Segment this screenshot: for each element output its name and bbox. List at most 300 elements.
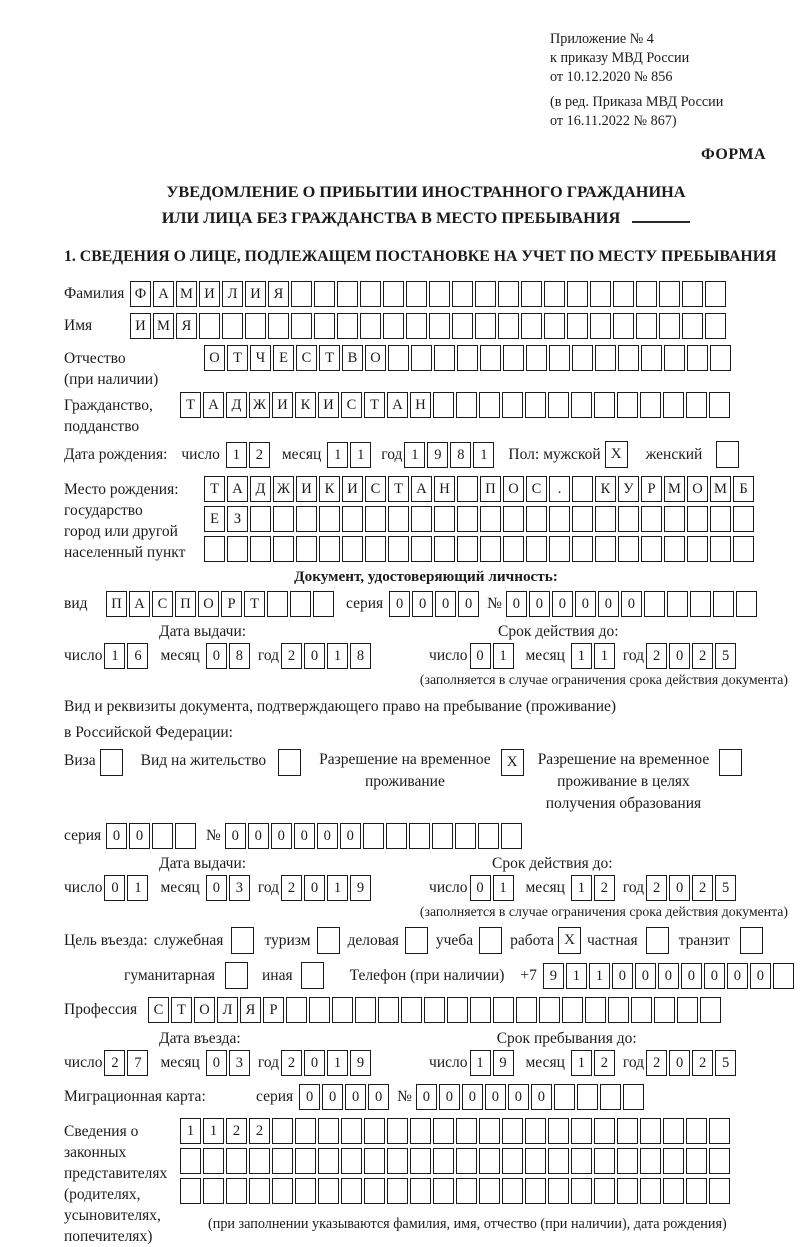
- char-cell[interactable]: [617, 1118, 638, 1144]
- char-cell[interactable]: У: [618, 476, 639, 502]
- char-cell[interactable]: [365, 506, 386, 532]
- char-cell[interactable]: [709, 392, 730, 418]
- char-cell[interactable]: В: [342, 345, 363, 371]
- char-cell[interactable]: [595, 345, 616, 371]
- char-cell[interactable]: [479, 392, 500, 418]
- purpose-humanitarian-checkbox[interactable]: [225, 962, 250, 989]
- char-cell[interactable]: И: [199, 281, 220, 307]
- char-cell[interactable]: 0: [704, 963, 725, 989]
- char-cell[interactable]: [360, 313, 381, 339]
- char-cell[interactable]: [388, 536, 409, 562]
- char-cell[interactable]: [457, 476, 478, 502]
- purpose-business-checkbox[interactable]: [405, 927, 430, 954]
- char-cell[interactable]: 1: [180, 1118, 201, 1144]
- char-cell[interactable]: [268, 313, 289, 339]
- char-cell[interactable]: 2: [594, 875, 615, 901]
- char-cell[interactable]: [363, 823, 384, 849]
- char-cell[interactable]: [709, 1178, 730, 1204]
- char-cell[interactable]: [493, 997, 514, 1023]
- char-cell[interactable]: Ф: [130, 281, 151, 307]
- char-cell[interactable]: [567, 281, 588, 307]
- char-cell[interactable]: [705, 313, 726, 339]
- birth-day-boxes[interactable]: [226, 442, 272, 468]
- char-cell[interactable]: [479, 1118, 500, 1144]
- representatives-row3-boxes[interactable]: [180, 1178, 732, 1204]
- char-cell[interactable]: Л: [217, 997, 238, 1023]
- char-cell[interactable]: 2: [646, 875, 667, 901]
- char-cell[interactable]: 0: [340, 823, 361, 849]
- char-cell[interactable]: [249, 1148, 270, 1174]
- char-cell[interactable]: [480, 536, 501, 562]
- char-cell[interactable]: 0: [271, 823, 292, 849]
- residence-issue-month-boxes[interactable]: [206, 875, 252, 901]
- char-cell[interactable]: [659, 281, 680, 307]
- char-cell[interactable]: [410, 1118, 431, 1144]
- char-cell[interactable]: [318, 1178, 339, 1204]
- char-cell[interactable]: [433, 1118, 454, 1144]
- char-cell[interactable]: [716, 441, 739, 468]
- char-cell[interactable]: 0: [658, 963, 679, 989]
- char-cell[interactable]: И: [296, 476, 317, 502]
- char-cell[interactable]: [618, 345, 639, 371]
- char-cell[interactable]: К: [295, 392, 316, 418]
- char-cell[interactable]: 0: [750, 963, 771, 989]
- purpose-private-checkbox[interactable]: [646, 927, 671, 954]
- char-cell[interactable]: [636, 313, 657, 339]
- char-cell[interactable]: А: [203, 392, 224, 418]
- char-cell[interactable]: 2: [249, 1118, 270, 1144]
- char-cell[interactable]: [337, 281, 358, 307]
- char-cell[interactable]: 0: [575, 591, 596, 617]
- char-cell[interactable]: [498, 281, 519, 307]
- char-cell[interactable]: 0: [294, 823, 315, 849]
- char-cell[interactable]: [480, 506, 501, 532]
- char-cell[interactable]: [456, 1178, 477, 1204]
- char-cell[interactable]: X: [558, 927, 581, 954]
- char-cell[interactable]: К: [595, 476, 616, 502]
- char-cell[interactable]: П: [175, 591, 196, 617]
- char-cell[interactable]: [595, 536, 616, 562]
- char-cell[interactable]: [250, 536, 271, 562]
- char-cell[interactable]: [572, 536, 593, 562]
- migration-card-series-boxes[interactable]: [299, 1084, 391, 1110]
- char-cell[interactable]: [498, 313, 519, 339]
- char-cell[interactable]: [360, 281, 381, 307]
- identity-doc-series-boxes[interactable]: [389, 591, 481, 617]
- char-cell[interactable]: [226, 1148, 247, 1174]
- char-cell[interactable]: 1: [350, 442, 371, 468]
- char-cell[interactable]: Ж: [249, 392, 270, 418]
- char-cell[interactable]: [571, 1148, 592, 1174]
- char-cell[interactable]: [457, 506, 478, 532]
- char-cell[interactable]: 0: [304, 875, 325, 901]
- char-cell[interactable]: 1: [226, 442, 247, 468]
- phone-boxes[interactable]: [543, 963, 796, 989]
- char-cell[interactable]: [640, 392, 661, 418]
- char-cell[interactable]: 0: [368, 1084, 389, 1110]
- visa-checkbox[interactable]: [100, 749, 125, 776]
- char-cell[interactable]: [314, 313, 335, 339]
- char-cell[interactable]: [525, 1178, 546, 1204]
- char-cell[interactable]: [686, 1118, 707, 1144]
- char-cell[interactable]: [736, 591, 757, 617]
- char-cell[interactable]: А: [227, 476, 248, 502]
- char-cell[interactable]: Т: [364, 392, 385, 418]
- char-cell[interactable]: [429, 313, 450, 339]
- char-cell[interactable]: [250, 506, 271, 532]
- char-cell[interactable]: 0: [529, 591, 550, 617]
- char-cell[interactable]: [204, 536, 225, 562]
- representatives-row1-boxes[interactable]: [180, 1118, 732, 1144]
- char-cell[interactable]: А: [387, 392, 408, 418]
- char-cell[interactable]: Н: [434, 476, 455, 502]
- char-cell[interactable]: [549, 345, 570, 371]
- char-cell[interactable]: 1: [571, 875, 592, 901]
- char-cell[interactable]: 8: [350, 643, 371, 669]
- entry-year-boxes[interactable]: [281, 1050, 373, 1076]
- char-cell[interactable]: [663, 1178, 684, 1204]
- char-cell[interactable]: [410, 1148, 431, 1174]
- char-cell[interactable]: К: [319, 476, 340, 502]
- char-cell[interactable]: [682, 281, 703, 307]
- char-cell[interactable]: [544, 281, 565, 307]
- char-cell[interactable]: [341, 1178, 362, 1204]
- char-cell[interactable]: И: [245, 281, 266, 307]
- residence-valid-month-boxes[interactable]: [571, 875, 617, 901]
- char-cell[interactable]: [548, 1118, 569, 1144]
- char-cell[interactable]: [267, 591, 288, 617]
- char-cell[interactable]: [525, 392, 546, 418]
- char-cell[interactable]: [296, 536, 317, 562]
- char-cell[interactable]: 1: [493, 643, 514, 669]
- char-cell[interactable]: [405, 927, 428, 954]
- char-cell[interactable]: [571, 392, 592, 418]
- char-cell[interactable]: 9: [350, 1050, 371, 1076]
- representatives-row2-boxes[interactable]: [180, 1148, 732, 1174]
- char-cell[interactable]: [388, 345, 409, 371]
- char-cell[interactable]: [295, 1118, 316, 1144]
- char-cell[interactable]: 2: [249, 442, 270, 468]
- char-cell[interactable]: Т: [319, 345, 340, 371]
- char-cell[interactable]: 2: [692, 643, 713, 669]
- char-cell[interactable]: [594, 1178, 615, 1204]
- char-cell[interactable]: 2: [646, 643, 667, 669]
- char-cell[interactable]: [406, 313, 427, 339]
- char-cell[interactable]: 0: [389, 591, 410, 617]
- char-cell[interactable]: [470, 997, 491, 1023]
- entry-day-boxes[interactable]: [104, 1050, 150, 1076]
- char-cell[interactable]: [457, 345, 478, 371]
- char-cell[interactable]: Т: [180, 392, 201, 418]
- char-cell[interactable]: З: [227, 506, 248, 532]
- char-cell[interactable]: [318, 1118, 339, 1144]
- char-cell[interactable]: 2: [646, 1050, 667, 1076]
- char-cell[interactable]: [641, 506, 662, 532]
- char-cell[interactable]: [318, 1148, 339, 1174]
- char-cell[interactable]: 2: [281, 643, 302, 669]
- residence-issue-day-boxes[interactable]: [104, 875, 150, 901]
- purpose-tourism-checkbox[interactable]: [317, 927, 342, 954]
- char-cell[interactable]: 1: [327, 643, 348, 669]
- char-cell[interactable]: [203, 1178, 224, 1204]
- char-cell[interactable]: Т: [388, 476, 409, 502]
- char-cell[interactable]: 2: [594, 1050, 615, 1076]
- char-cell[interactable]: А: [411, 476, 432, 502]
- char-cell[interactable]: 8: [450, 442, 471, 468]
- char-cell[interactable]: [411, 536, 432, 562]
- char-cell[interactable]: 0: [462, 1084, 483, 1110]
- purpose-study-checkbox[interactable]: [479, 927, 504, 954]
- char-cell[interactable]: [409, 823, 430, 849]
- char-cell[interactable]: С: [152, 591, 173, 617]
- identity-issue-year-boxes[interactable]: [281, 643, 373, 669]
- sex-male-checkbox[interactable]: [605, 441, 630, 468]
- char-cell[interactable]: 3: [229, 1050, 250, 1076]
- char-cell[interactable]: 2: [692, 875, 713, 901]
- char-cell[interactable]: [644, 591, 665, 617]
- char-cell[interactable]: [457, 536, 478, 562]
- char-cell[interactable]: [590, 313, 611, 339]
- char-cell[interactable]: Н: [410, 392, 431, 418]
- char-cell[interactable]: 0: [621, 591, 642, 617]
- char-cell[interactable]: Я: [268, 281, 289, 307]
- char-cell[interactable]: [433, 392, 454, 418]
- char-cell[interactable]: [562, 997, 583, 1023]
- purpose-other-checkbox[interactable]: [301, 962, 326, 989]
- char-cell[interactable]: [424, 997, 445, 1023]
- char-cell[interactable]: 1: [594, 643, 615, 669]
- char-cell[interactable]: [342, 536, 363, 562]
- char-cell[interactable]: Р: [221, 591, 242, 617]
- char-cell[interactable]: 0: [299, 1084, 320, 1110]
- char-cell[interactable]: С: [526, 476, 547, 502]
- birth-month-boxes[interactable]: [327, 442, 373, 468]
- char-cell[interactable]: 5: [715, 1050, 736, 1076]
- char-cell[interactable]: [577, 1084, 598, 1110]
- char-cell[interactable]: [452, 281, 473, 307]
- char-cell[interactable]: 1: [127, 875, 148, 901]
- char-cell[interactable]: [663, 392, 684, 418]
- identity-valid-month-boxes[interactable]: [571, 643, 617, 669]
- char-cell[interactable]: Р: [641, 476, 662, 502]
- char-cell[interactable]: [548, 1178, 569, 1204]
- char-cell[interactable]: [341, 1118, 362, 1144]
- char-cell[interactable]: [502, 392, 523, 418]
- char-cell[interactable]: [525, 1148, 546, 1174]
- char-cell[interactable]: [617, 1148, 638, 1174]
- char-cell[interactable]: 1: [327, 1050, 348, 1076]
- char-cell[interactable]: [410, 1178, 431, 1204]
- residence-doc-series-boxes[interactable]: [106, 823, 198, 849]
- char-cell[interactable]: 1: [203, 1118, 224, 1144]
- char-cell[interactable]: [572, 345, 593, 371]
- char-cell[interactable]: 8: [229, 643, 250, 669]
- birth-year-boxes[interactable]: [404, 442, 496, 468]
- stay-day-boxes[interactable]: [470, 1050, 516, 1076]
- char-cell[interactable]: [434, 506, 455, 532]
- char-cell[interactable]: [503, 345, 524, 371]
- char-cell[interactable]: 0: [206, 643, 227, 669]
- char-cell[interactable]: 1: [470, 1050, 491, 1076]
- char-cell[interactable]: [664, 506, 685, 532]
- char-cell[interactable]: 2: [281, 1050, 302, 1076]
- char-cell[interactable]: О: [194, 997, 215, 1023]
- char-cell[interactable]: [245, 313, 266, 339]
- char-cell[interactable]: [521, 281, 542, 307]
- char-cell[interactable]: [617, 1178, 638, 1204]
- char-cell[interactable]: [100, 749, 123, 776]
- char-cell[interactable]: О: [198, 591, 219, 617]
- char-cell[interactable]: С: [296, 345, 317, 371]
- char-cell[interactable]: [608, 997, 629, 1023]
- char-cell[interactable]: [687, 536, 708, 562]
- char-cell[interactable]: [733, 506, 754, 532]
- char-cell[interactable]: [549, 536, 570, 562]
- char-cell[interactable]: [713, 591, 734, 617]
- char-cell[interactable]: М: [710, 476, 731, 502]
- identity-issue-month-boxes[interactable]: [206, 643, 252, 669]
- char-cell[interactable]: [314, 281, 335, 307]
- char-cell[interactable]: [623, 1084, 644, 1110]
- char-cell[interactable]: П: [106, 591, 127, 617]
- char-cell[interactable]: [705, 281, 726, 307]
- char-cell[interactable]: [203, 1148, 224, 1174]
- char-cell[interactable]: [387, 1148, 408, 1174]
- char-cell[interactable]: [447, 997, 468, 1023]
- char-cell[interactable]: 1: [493, 875, 514, 901]
- char-cell[interactable]: [709, 1118, 730, 1144]
- char-cell[interactable]: [434, 536, 455, 562]
- char-cell[interactable]: [433, 1148, 454, 1174]
- char-cell[interactable]: Е: [204, 506, 225, 532]
- char-cell[interactable]: 1: [473, 442, 494, 468]
- char-cell[interactable]: 0: [485, 1084, 506, 1110]
- char-cell[interactable]: [364, 1148, 385, 1174]
- char-cell[interactable]: 6: [127, 643, 148, 669]
- char-cell[interactable]: 1: [404, 442, 425, 468]
- char-cell[interactable]: [664, 536, 685, 562]
- char-cell[interactable]: [539, 997, 560, 1023]
- char-cell[interactable]: [640, 1118, 661, 1144]
- char-cell[interactable]: [600, 1084, 621, 1110]
- stay-year-boxes[interactable]: [646, 1050, 738, 1076]
- char-cell[interactable]: [341, 1148, 362, 1174]
- char-cell[interactable]: [525, 1118, 546, 1144]
- char-cell[interactable]: [278, 749, 301, 776]
- char-cell[interactable]: [585, 997, 606, 1023]
- char-cell[interactable]: [567, 313, 588, 339]
- char-cell[interactable]: [319, 506, 340, 532]
- char-cell[interactable]: [572, 506, 593, 532]
- char-cell[interactable]: Т: [244, 591, 265, 617]
- char-cell[interactable]: Т: [204, 476, 225, 502]
- char-cell[interactable]: [296, 506, 317, 532]
- char-cell[interactable]: [590, 281, 611, 307]
- char-cell[interactable]: [411, 345, 432, 371]
- char-cell[interactable]: .: [549, 476, 570, 502]
- profession-boxes[interactable]: [148, 997, 723, 1023]
- residence-doc-number-boxes[interactable]: [225, 823, 524, 849]
- char-cell[interactable]: [479, 1148, 500, 1174]
- char-cell[interactable]: 9: [350, 875, 371, 901]
- purpose-official-checkbox[interactable]: [231, 927, 256, 954]
- char-cell[interactable]: 2: [226, 1118, 247, 1144]
- char-cell[interactable]: [502, 1178, 523, 1204]
- char-cell[interactable]: [526, 345, 547, 371]
- char-cell[interactable]: И: [342, 476, 363, 502]
- char-cell[interactable]: О: [503, 476, 524, 502]
- char-cell[interactable]: [231, 927, 254, 954]
- migration-card-number-boxes[interactable]: [416, 1084, 646, 1110]
- char-cell[interactable]: 1: [327, 442, 348, 468]
- char-cell[interactable]: 0: [669, 1050, 690, 1076]
- patronymic-boxes[interactable]: [204, 345, 733, 371]
- char-cell[interactable]: [272, 1178, 293, 1204]
- char-cell[interactable]: [663, 1148, 684, 1174]
- char-cell[interactable]: [640, 1178, 661, 1204]
- char-cell[interactable]: 3: [229, 875, 250, 901]
- char-cell[interactable]: [686, 1178, 707, 1204]
- char-cell[interactable]: [388, 506, 409, 532]
- char-cell[interactable]: [631, 997, 652, 1023]
- char-cell[interactable]: 2: [692, 1050, 713, 1076]
- char-cell[interactable]: [180, 1148, 201, 1174]
- char-cell[interactable]: 0: [598, 591, 619, 617]
- char-cell[interactable]: [301, 962, 324, 989]
- char-cell[interactable]: [319, 536, 340, 562]
- char-cell[interactable]: [180, 1178, 201, 1204]
- char-cell[interactable]: [618, 506, 639, 532]
- char-cell[interactable]: Л: [222, 281, 243, 307]
- char-cell[interactable]: 0: [669, 875, 690, 901]
- purpose-transit-checkbox[interactable]: [740, 927, 765, 954]
- char-cell[interactable]: 1: [589, 963, 610, 989]
- char-cell[interactable]: 0: [206, 875, 227, 901]
- char-cell[interactable]: [355, 997, 376, 1023]
- char-cell[interactable]: [273, 506, 294, 532]
- char-cell[interactable]: 1: [571, 1050, 592, 1076]
- identity-valid-year-boxes[interactable]: [646, 643, 738, 669]
- identity-doc-number-boxes[interactable]: [506, 591, 759, 617]
- char-cell[interactable]: [640, 1148, 661, 1174]
- char-cell[interactable]: А: [129, 591, 150, 617]
- char-cell[interactable]: [226, 1178, 247, 1204]
- char-cell[interactable]: 0: [635, 963, 656, 989]
- char-cell[interactable]: [387, 1178, 408, 1204]
- char-cell[interactable]: [364, 1178, 385, 1204]
- char-cell[interactable]: 0: [322, 1084, 343, 1110]
- char-cell[interactable]: [433, 1178, 454, 1204]
- char-cell[interactable]: 0: [681, 963, 702, 989]
- char-cell[interactable]: [554, 1084, 575, 1110]
- char-cell[interactable]: [479, 1178, 500, 1204]
- char-cell[interactable]: [273, 536, 294, 562]
- char-cell[interactable]: [659, 313, 680, 339]
- char-cell[interactable]: [571, 1178, 592, 1204]
- char-cell[interactable]: И: [318, 392, 339, 418]
- char-cell[interactable]: [710, 536, 731, 562]
- stay-month-boxes[interactable]: [571, 1050, 617, 1076]
- char-cell[interactable]: [503, 536, 524, 562]
- residence-valid-day-boxes[interactable]: [470, 875, 516, 901]
- char-cell[interactable]: [700, 997, 721, 1023]
- char-cell[interactable]: 0: [304, 643, 325, 669]
- char-cell[interactable]: И: [130, 313, 151, 339]
- char-cell[interactable]: [594, 392, 615, 418]
- char-cell[interactable]: [479, 927, 502, 954]
- char-cell[interactable]: [686, 392, 707, 418]
- birth-place-row2-boxes[interactable]: [204, 506, 756, 532]
